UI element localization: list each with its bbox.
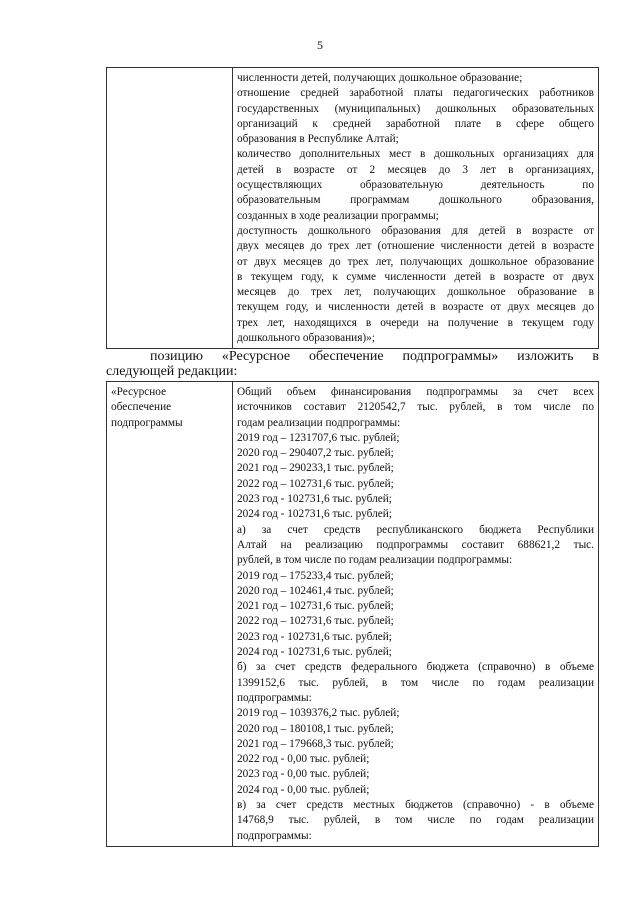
text-line: 2019 год – 1039376,2 тыс. рублей;: [237, 707, 400, 720]
text-line: осуществляющих образовательную деятельность по: [237, 179, 594, 192]
text-line: источников составит 2120542,7 тыс. рублей, в том числе по: [237, 401, 594, 414]
text-line: 2021 год – 179668,3 тыс. рублей;: [237, 737, 394, 750]
text-line: 2020 год – 290407,2 тыс. рублей;: [237, 447, 394, 460]
text-line: 2022 год – 102731,6 тыс. рублей;: [237, 477, 394, 490]
table-label-cell: [107, 382, 233, 847]
body-paragraph-line: позицию «Ресурсное обеспечение подпрограммы» изложить в: [150, 349, 599, 364]
body-paragraph-line: следующей редакции:: [106, 364, 238, 379]
text-line: 2020 год – 180108,1 тыс. рублей;: [237, 722, 394, 735]
text-line: двух месяцев до трех лет (отношение численности детей в возрасте: [237, 240, 594, 253]
text-line: 2020 год – 102461,4 тыс. рублей;: [237, 584, 394, 597]
text-line: 2024 год - 102731,6 тыс. рублей;: [237, 508, 392, 521]
text-line: годам реализации подпрограммы:: [237, 416, 401, 429]
label-line: обеспечение: [111, 401, 172, 414]
text-line: численности детей, получающих дошкольное образование;: [237, 72, 523, 84]
text-line: доступность дошкольного образования для детей в возрасте от: [237, 224, 594, 237]
text-line: образовательным программам дошкольного образования,: [237, 194, 594, 207]
text-line: 2022 год – 102731,6 тыс. рублей;: [237, 615, 394, 628]
table-label-cell: [107, 68, 233, 349]
text-line: организаций к средней заработной плате в сфере общего: [237, 117, 594, 130]
text-line: подпрограммы:: [237, 829, 312, 842]
text-line: месяцев до трех лет, получающих дошкольное образование в: [237, 286, 594, 299]
text-line: отношение средней заработной платы педагогических работников: [237, 87, 594, 100]
text-line: 2024 год - 0,00 тыс. рублей;: [237, 783, 370, 796]
table-row: [107, 382, 599, 847]
text-line: 2023 год - 0,00 тыс. рублей;: [237, 768, 370, 781]
text-line: текущем году, и численности детей в возрасте от двух месяцев до: [237, 301, 594, 314]
text-line: рублей, в том числе по годам реализации подпрограммы:: [237, 554, 513, 567]
text-line: от двух месяцев до трех лет, получающих дошкольное образование: [237, 255, 594, 268]
indicators-table: [106, 67, 599, 349]
resource-table: [106, 381, 599, 847]
text-line: Алтай на реализацию подпрограммы составит 688621,2 тыс.: [237, 538, 594, 551]
financing-text: [237, 385, 594, 844]
text-line: 2019 год – 1231707,6 тыс. рублей;: [237, 431, 400, 444]
text-line: 2023 год - 102731,6 тыс. рублей;: [237, 630, 392, 643]
text-line: образования в Республике Алтай;: [237, 133, 399, 146]
text-line: количество дополнительных мест в дошкольных организациях для: [237, 148, 594, 161]
table-row: [107, 68, 599, 349]
label-line: подпрограммы: [111, 416, 183, 429]
text-line: 2024 год - 102731,6 тыс. рублей;: [237, 646, 392, 659]
text-line: в) за счет средств местных бюджетов (справочно) - в объеме: [237, 799, 594, 812]
table-content-cell: [233, 68, 599, 349]
text-line: 14768,9 тыс. рублей, в том числе по годам реализации: [237, 814, 594, 827]
text-line: трех лет, находящихся в очереди на получение в текущем году: [237, 316, 594, 329]
page-number: 5: [317, 38, 323, 52]
text-line: в текущем году, к сумме численности детей в возрасте от двух: [237, 270, 594, 283]
text-line: Общий объем финансирования подпрограммы за счет всех: [237, 386, 594, 398]
text-line: а) за счет средств республиканского бюджета Республики: [237, 523, 594, 536]
label-line: «Ресурсное: [111, 386, 167, 398]
text-line: созданных в ходе реализации программы;: [237, 209, 439, 222]
text-line: детей в возрасте от 2 месяцев до 3 лет в организациях,: [237, 163, 594, 176]
text-line: 2021 год – 290233,1 тыс. рублей;: [237, 462, 394, 475]
text-line: дошкольного образования)»;: [237, 332, 375, 345]
text-line: подпрограммы:: [237, 691, 312, 704]
text-line: 2019 год – 175233,4 тыс. рублей;: [237, 569, 394, 582]
text-line: государственных (муниципальных) дошкольных образовательных: [237, 102, 594, 115]
table-content-cell: [233, 382, 599, 847]
text-line: 2021 год – 102731,6 тыс. рублей;: [237, 600, 394, 613]
text-line: 2022 год - 0,00 тыс. рублей;: [237, 753, 370, 766]
text-line: 2023 год - 102731,6 тыс. рублей;: [237, 493, 392, 506]
text-line: б) за счет средств федерального бюджета (справочно) в объеме: [237, 661, 594, 674]
text-line: 1399152,6 тыс. рублей, в том числе по годам реализации: [237, 676, 594, 689]
indicators-text: [237, 71, 594, 346]
